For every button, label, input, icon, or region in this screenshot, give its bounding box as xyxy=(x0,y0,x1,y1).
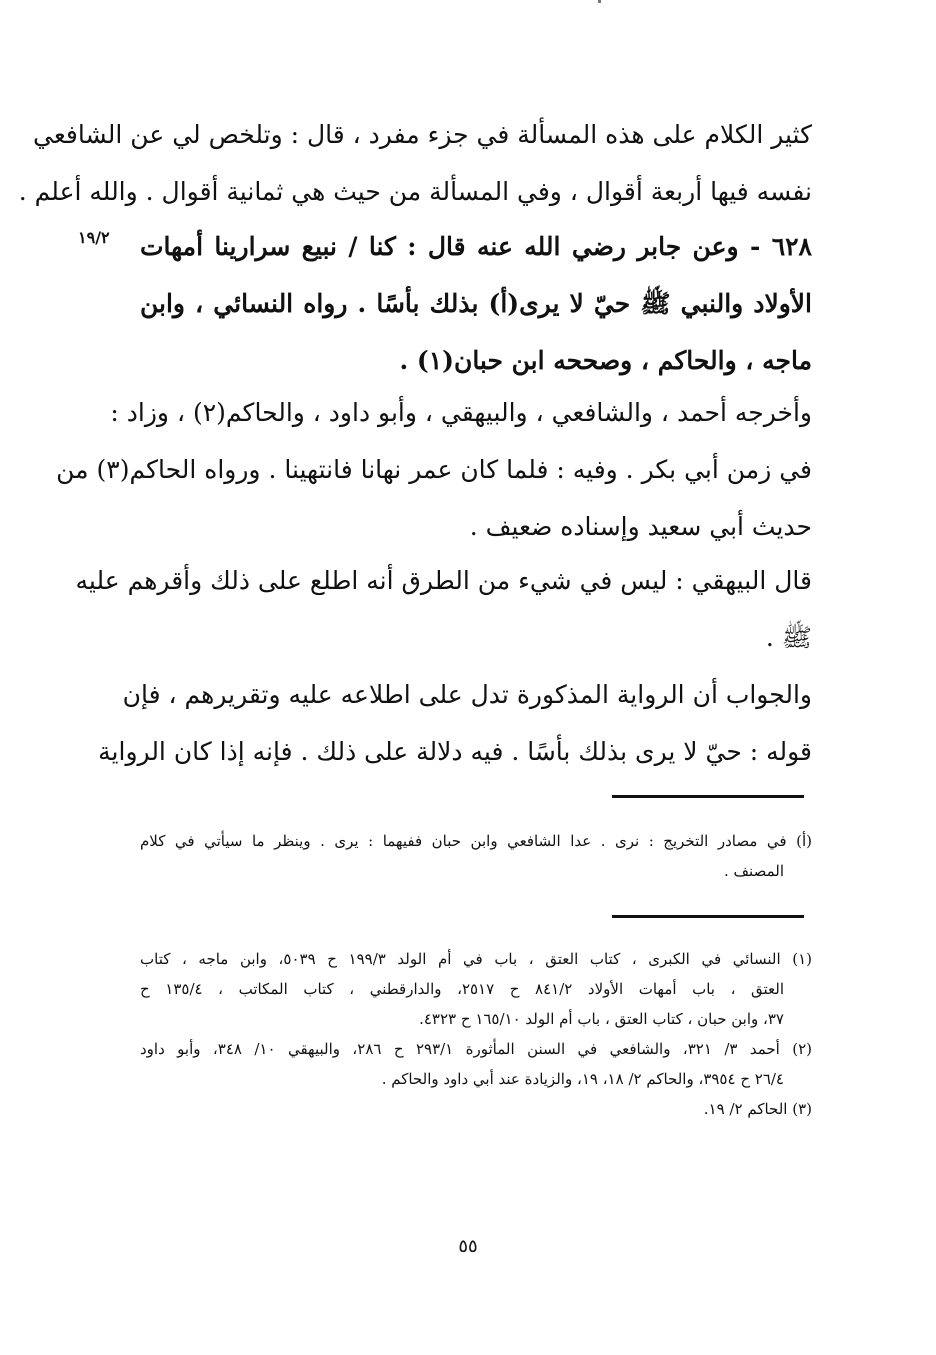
paragraph-4 xyxy=(75,552,812,666)
paragraph-1 xyxy=(18,106,812,220)
footnote-line: (٣) الحاكم ٢/ ١٩. xyxy=(703,1100,812,1118)
footnote-line: ٢٦/٤ ح ٣٩٥٤، والحاكم ٢/ ١٨، ١٩، والزيادة عند أبي داود والحاكم . xyxy=(381,1070,784,1088)
text-line: ٦٢٨ - وعن جابر رضي الله عنه قال : كنا / نبيع سرارينا أمهات xyxy=(140,232,812,261)
text-line: وأخرجه أحمد ، والشافعي ، والبيهقي ، وأبو داود ، والحاكم(٢) ، وزاد : xyxy=(110,398,812,427)
text-line: قال البيهقي : ليس في شيء من الطرق أنه اطلع على ذلك وأقرهم عليه xyxy=(75,566,812,595)
footnote-line: المصنف . xyxy=(723,862,784,880)
text-line: كثير الكلام على هذه المسألة في جزء مفرد ، قال : وتلخص لي عن الشافعي xyxy=(33,120,812,149)
text-line: في زمن أبي بكر . وفيه : فلما كان عمر نهانا فانتهينا . ورواه الحاكم(٣) من xyxy=(56,455,812,484)
marginal-reference: ١٩/٢ xyxy=(78,228,110,247)
footnote-line: (أ) في مصادر التخريج : نرى . عدا الشافعي وابن حبان ففيهما : يرى . وينظر ما سيأتي في كلام xyxy=(140,832,812,850)
page-number: ٥٥ xyxy=(458,1236,478,1257)
scan-speck xyxy=(598,0,601,3)
text-line: ﷺ . xyxy=(765,623,812,652)
footnote-line: ٣٧، وابن حبان ، كتاب العتق ، باب أم الولد ١٦٥/١٠ ح ٤٣٢٣. xyxy=(419,1010,784,1028)
text-line: والجواب أن الرواية المذكورة تدل على اطلاعه عليه وتقريرهم ، فإن xyxy=(122,680,812,709)
text-line: قوله : حيّ لا يرى بذلك بأسًا . فيه دلالة على ذلك . فإنه إذا كان الرواية xyxy=(98,737,812,766)
footnote-separator xyxy=(612,915,804,918)
text-line: حديث أبي سعيد وإسناده ضعيف . xyxy=(469,512,812,541)
footnote-alpha xyxy=(140,826,812,886)
hadith-paragraph xyxy=(140,218,812,389)
text-line: نفسه فيها أربعة أقوال ، وفي المسألة من حيث هي ثمانية أقوال . والله أعلم . xyxy=(18,177,812,206)
text-line: ماجه ، والحاكم ، وصححه ابن حبان(١) . xyxy=(399,346,812,375)
footnote-line: (١) النسائي في الكبرى ، كتاب العتق ، باب في أم الولد ١٩٩/٣ ح ٥٠٣٩، وابن ماجه ، كتاب xyxy=(140,950,812,968)
footnote-line: العتق ، باب أمهات الأولاد ٨٤١/٢ ح ٢٥١٧، والدارقطني ، كتاب المكاتب ، ١٣٥/٤ ح xyxy=(140,980,785,998)
footnotes xyxy=(140,944,812,1124)
text-line: الأولاد والنبي ﷺ حيّ لا يرى(أ) بذلك بأسًا . رواه النسائي ، وابن xyxy=(140,289,812,318)
paragraph-5 xyxy=(98,666,812,780)
paragraph-3 xyxy=(56,384,812,555)
footnote-separator xyxy=(612,795,804,798)
footnote-line: (٢) أحمد ٣/ ٣٢١، والشافعي في السنن المأثورة ٢٩٣/١ ح ٢٨٦، والبيهقي ١٠/ ٣٤٨، وأبو داود xyxy=(140,1040,813,1058)
